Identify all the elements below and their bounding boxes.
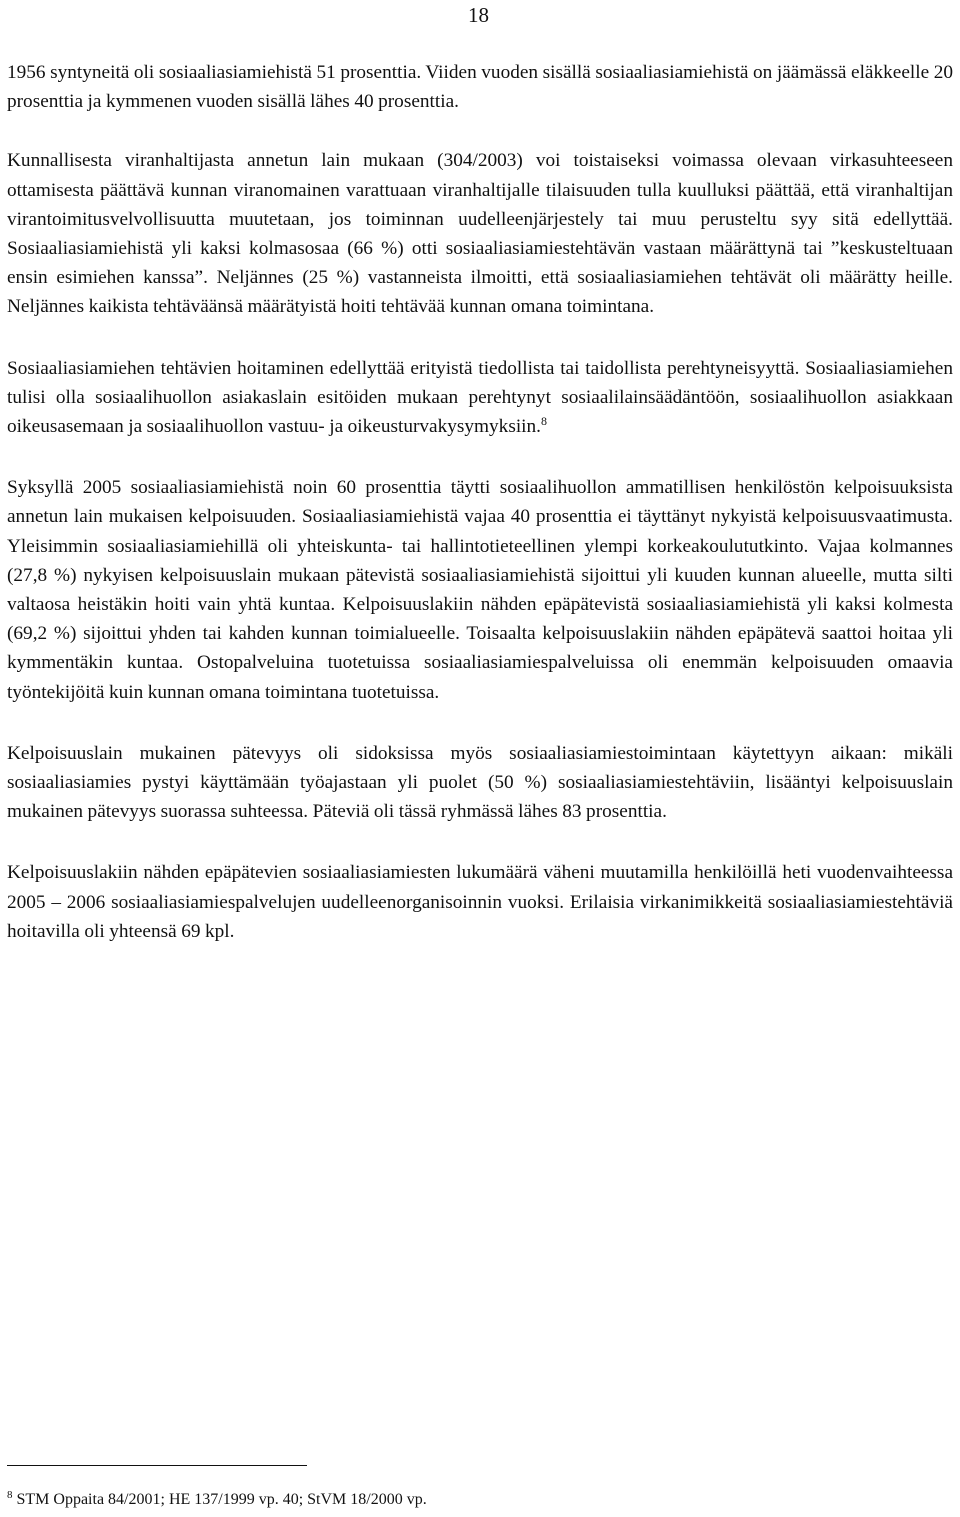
footnote-marker: 8 bbox=[7, 1489, 13, 1501]
paragraph-1: 1956 syntyneitä oli sosiaaliasiamiehistä 51 prosenttia. Viiden vuoden sisällä sosiaaliasiamiehistä on jäämässä eläkkeelle 20 prosenttia ja kymmenen vuoden sisällä lähes 40 prosenttia. bbox=[7, 62, 953, 113]
body-text bbox=[7, 58, 953, 978]
paragraph-5: Kelpoisuuslain mukainen pätevyys oli sidoksissa myös sosiaaliasiamiestoimintaan käytettyyn aikaan: mikäli sosiaaliasiamies pystyi käyttämään työajastaan yli puolet (50 %) sosiaaliasiamiestehtäviin, lisääntyi kelpoisuuslain mukainen pätevyys suorassa suhteessa. Päteviä oli tässä ryhmässä lähes 83 prosenttia. bbox=[7, 742, 953, 823]
paragraph-6: Kelpoisuuslakiin nähden epäpätevien sosiaaliasiamiesten lukumäärä väheni muutamilla henkilöillä heti vuodenvaihteessa 2005 – 2006 sosiaaliasiamiespalvelujen uudelleenorganisoinnin vuoksi. Erilaisia virkanimikkeitä sosiaaliasiamiestehtäviä hoitavilla oli yhteensä 69 kpl. bbox=[7, 862, 953, 942]
paragraph-4: Syksyllä 2005 sosiaaliasiamiehistä noin 60 prosenttia täytti sosiaalihuollon ammatillisen henkilöstön kelpoisuuksista annetun lain mukaisen kelpoisuuden. Sosiaaliasiamiehistä vajaa 40 prosenttia ei täyttänyt nykyistä kelpoisuusvaatimusta. Yleisimmin sosiaaliasiamiehillä oli yhteiskunta- tai hallintotieteellinen ylempi korkeakoulututkinto. Vajaa kolmannes (27,8 %) nykyisen kelpoisuuslain mukaan pätevistä sosiaaliasiamiehistä sijoittui yli kuuden kunnan alueelle, mutta silti valtaosa heistäkin hoiti vain yhtä kuntaa. Kelpoisuuslakiin nähden epäpätevistä sosiaaliasiamiehistä yli kaksi kolmesta (69,2 %) sijoittui yhden tai kahden kunnan toimialueelle. Toisaalta kelpoisuuslakiin nähden epäpätevä saattoi hoitaa yli kymmentäkin kuntaa. Ostopalveluina tuotetuissa sosiaaliasiamiespalveluissa oli enemmän kelpoisuuden omaavia työntekijöitä kuin kunnan omana toimintana tuotetuissa. bbox=[7, 477, 953, 703]
footnote-reference: 8 bbox=[541, 414, 547, 429]
footnote bbox=[7, 1490, 427, 1510]
paragraph-2: Kunnallisesta viranhaltijasta annetun lain mukaan (304/2003) voi toistaiseksi voimassa olevaan virkasuhteeseen ottamisesta päättävä kunnan viranomainen varattuaan viranhaltijalle tilaisuuden tulla kuulluksi päättää, että viranhaltijan virantoimitusvelvollisuutta muutetaan, jos toiminnan uudelleenjärjestely tai muu perusteltu syy sitä edellyttää. Sosiaaliasiamiehistä yli kaksi kolmasosaa (66 %) otti sosiaaliasiamiestehtävän vastaan määrättynä tai ”keskusteltuaan ensin esimiehen kanssa”. Neljännes (25 %) vastanneista ilmoitti, että sosiaaliasiamiehen tehtävät oli määrätty heille. Neljännes kaikista tehtäväänsä määrätyistä hoiti tehtävää kunnan omana toimintana. bbox=[7, 150, 953, 318]
footnote-text: STM Oppaita 84/2001; HE 137/1999 vp. 40; StVM 18/2000 vp. bbox=[16, 1491, 427, 1508]
footnote-separator bbox=[7, 1465, 307, 1466]
paragraph-3 bbox=[7, 354, 953, 442]
paragraph-3-text: Sosiaaliasiamiehen tehtävien hoitaminen edellyttää erityistä tiedollista tai taidollista perehtyneisyyttä. Sosiaaliasiamiehen tulisi olla sosiaalihuollon asiakaslain esitöiden mukaan perehtynyt sosiaalilainsäädäntöön, sosiaalihuollon asiakkaan oikeusasemaan ja sosiaalihuollon vastuu- ja oikeusturvakysymyksiin. bbox=[7, 357, 953, 438]
page-number: 18 bbox=[468, 3, 489, 27]
